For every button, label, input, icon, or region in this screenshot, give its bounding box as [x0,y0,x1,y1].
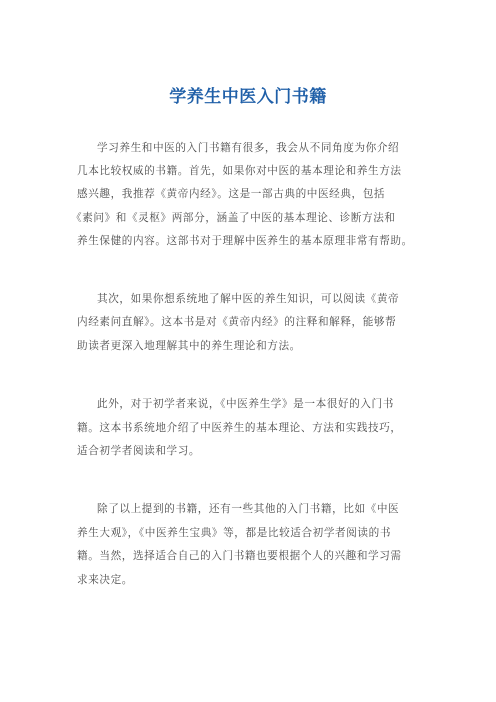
paragraph-1-line-3: 感兴趣，我推荐《黄帝内经》。这是一部古典的中医经典，包括 [77,188,386,200]
paragraph-1-line-4: 《素问》和《灵枢》两部分，涵盖了中医的基本理论、诊断方法和 [71,212,396,224]
paragraph-1-line-5: 养生保健的内容。这部书对于理解中医养生的基本原理非常有帮助。 [77,235,413,247]
paragraph-3-line-1: 此外，对于初学者来说，《中医养生学》是一本很好的入门书 [97,398,394,410]
paragraph-4-line-4: 求来决定。 [77,574,133,586]
paragraph-2-line-3: 助读者更深入地理解其中的养生理论和方法。 [77,340,301,352]
paragraph-1-line-2: 几本比较权威的书籍。首先，如果你对中医的基本理论和养生方法 [77,165,402,177]
page-title: 学养生中医入门书籍 [169,87,327,107]
paragraph-2-line-1: 其次，如果你想系统地了解中医的养生知识，可以阅读《黄帝 [97,293,400,305]
paragraph-1-line-1: 学习养生和中医的入门书籍有很多，我会从不同角度为你介绍 [97,142,400,154]
paragraph-2-line-2: 内经素问直解》。这本书是对《黄帝内经》的注释和解释，能够帮 [77,316,397,328]
paragraph-3-line-3: 适合初学者阅读和学习。 [77,445,201,457]
paragraph-4-line-3: 籍。当然，选择适合自己的入门书籍也要根据个人的兴趣和学习需 [77,550,402,562]
paragraph-3-line-2: 籍。这本书系统地介绍了中医养生的基本理论、方法和实践技巧， [77,422,402,434]
paragraph-4-line-1: 除了以上提到的书籍，还有一些其他的入门书籍，比如《中医 [97,503,400,515]
paragraph-4-line-2: 养生大观》，《中医养生宝典》等，都是比较适合初学者阅读的书 [77,527,392,539]
